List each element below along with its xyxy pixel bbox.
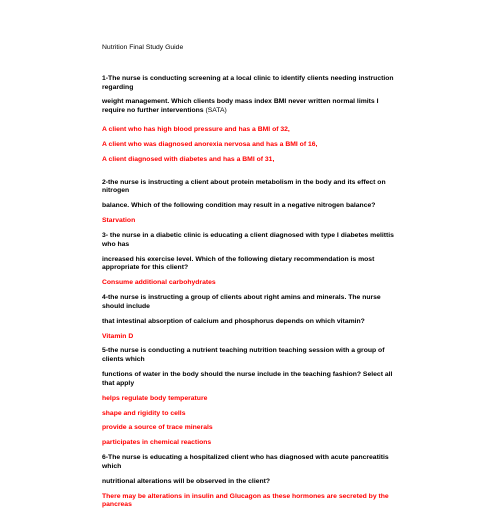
document-body: [102, 44, 402, 510]
question-1-text: weight management. Which clients body mass index BMI never written normal limits I require no further interventions: [102, 98, 378, 114]
question-6-line-2: nutritional alterations will be observed in the client?: [102, 478, 402, 487]
question-1-suffix: (SATA): [205, 107, 226, 114]
answer-5-c: provide a source of trace minerals: [102, 424, 402, 433]
question-4-line-2: that intestinal absorption of calcium and phosphorus depends on which vitamin?: [102, 318, 402, 327]
answer-2: Starvation: [102, 217, 402, 226]
question-5-line-1: 5-the nurse is conducting a nutrient teaching nutrition teaching session with a group of clients which: [102, 347, 402, 365]
question-1-line-2: [102, 98, 402, 116]
question-4-line-1: 4-the nurse is instructing a group of clients about right amins and minerals. The nurse should include: [102, 294, 402, 312]
question-1-line-1: 1-The nurse is conducting screening at a local clinic to identify clients needing instruction regarding: [102, 75, 402, 93]
question-5-line-2: functions of water in the body should the nurse include in the teaching fashion? Select all that apply: [102, 371, 402, 389]
question-2-line-1: 2-the nurse is instructing a client about protein metabolism in the body and its effect on nitrogen: [102, 179, 402, 197]
answer-5-b: shape and rigidity to cells: [102, 410, 402, 419]
question-2-line-2: balance. Which of the following condition may result in a negative nitrogen balance?: [102, 202, 402, 211]
question-6-line-1: 6-The nurse is educating a hospitalized client who has diagnosed with acute pancreatitis which: [102, 454, 402, 472]
answer-4: Vitamin D: [102, 333, 402, 342]
document-title: Nutrition Final Study Guide: [102, 44, 402, 53]
answer-5-a: helps regulate body temperature: [102, 395, 402, 404]
question-3-line-2: increased his exercise level. Which of the following dietary recommendation is most appropriate for this client?: [102, 256, 402, 274]
answer-5-d: participates in chemical reactions: [102, 439, 402, 448]
answer-1-b: A client who was diagnosed anorexia nervosa and has a BMI of 16,: [102, 141, 402, 150]
answer-1-c: A client diagnosed with diabetes and has a BMI of 31,: [102, 156, 402, 165]
question-3-line-1: 3- the nurse in a diabetic clinic is educating a client diagnosed with type I diabetes melittis who has: [102, 232, 402, 250]
answer-6: There may be alterations in insulin and Glucagon as these hormones are secreted by the pancreas: [102, 493, 402, 510]
answer-1-a: A client who has high blood pressure and has a BMI of 32,: [102, 126, 402, 135]
answer-3: Consume additional carbohydrates: [102, 279, 402, 288]
